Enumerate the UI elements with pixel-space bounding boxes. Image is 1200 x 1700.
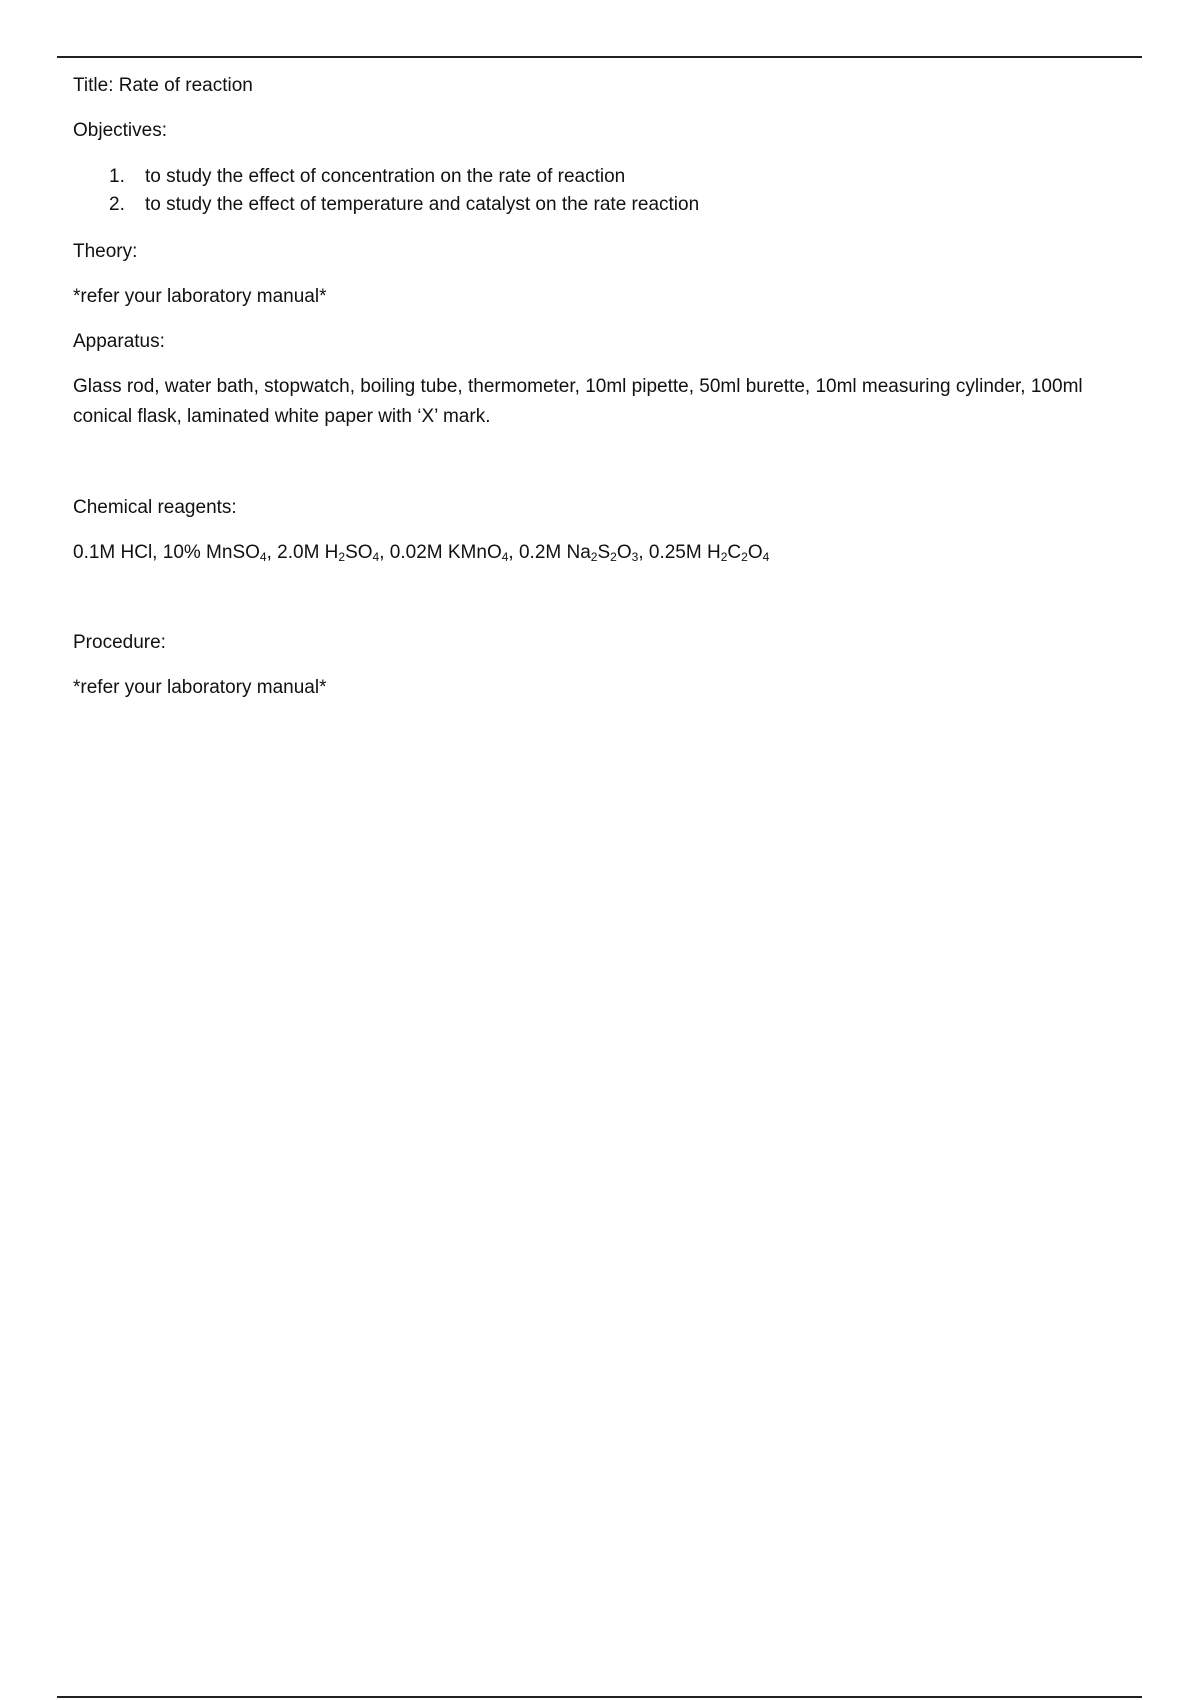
theory-heading: Theory: [73,241,138,262]
reagent-h2c2o4: 0.25M $H_2C_2O_4$ [648,542,770,564]
procedure-text: *refer your laboratory manual* [73,677,327,698]
bottom-rule [57,1696,1142,1698]
objective-number: 2. [109,194,125,215]
apparatus-heading: Apparatus: [73,331,165,352]
objective-item [109,162,625,192]
reagent-h2so4: 2.0M $H_2SO_4$ [277,542,380,564]
theory-text: *refer your laboratory manual* [73,286,327,307]
reagent-mnso4: 10% MnSO$_4$ [162,542,267,564]
reagent-na2s2o3: 0.2M $Na_2S_2O_3$ [518,542,639,564]
reagent-kmno4: 0.02M KMnO$_4$ [389,542,509,564]
objectives-heading: Objectives: [73,120,167,141]
apparatus-text: Glass rod, water bath, stopwatch, boiling tube, thermometer, 10ml pipette, 50ml burette, 10ml measuring cylinder, 100ml conical flask, laminated white paper with ‘X’ mark. [73,376,1083,427]
objective-text: to study the effect of temperature and catalyst on the rate reaction [145,194,700,215]
top-rule [57,56,1142,58]
chemical-reagents-heading: Chemical reagents: [73,497,237,518]
chemical-reagents-list: 0.1M HCl, 10% MnSO$_4$, 2.0M $H_2SO_4$, 0.02M KMnO$_4$, 0.2M $Na_2S_2O_3$, 0.25M $H_2C_2O_4$ [73,542,770,564]
objective-item [109,190,699,220]
objective-number: 1. [109,166,125,187]
procedure-heading: Procedure: [73,632,166,653]
objective-text: to study the effect of concentration on the rate of reaction [145,166,626,187]
document-title: Title: Rate of reaction [73,75,253,96]
reagent-hcl: 0.1M HCl, [73,542,163,563]
